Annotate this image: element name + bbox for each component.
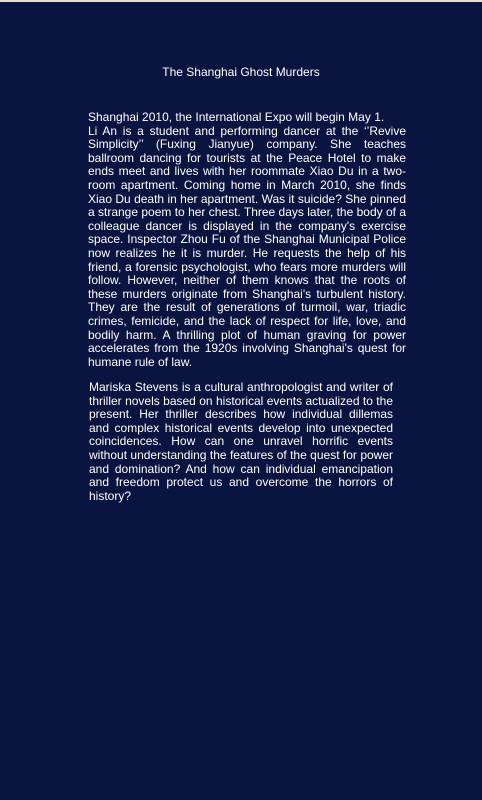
intro-line: Shanghai 2010, the International Expo will begin May 1. <box>88 110 385 124</box>
synopsis-text: Li An is a student and performing dancer at the ‘’Revive Simplicity’’ (Fuxing Jianyue) company. She teaches ballroom dancing for tourists at the Peace Hotel to make ends meet and lives with her roommate Xiao Du in a two-room apartment. Coming home in March 2010, she finds Xiao Du death in her apartment. Was it suicide? She pinned a strange poem to her chest. Three days later, the body of a colleague dancer is displayed in the company's exercise space. Inspector Zhou Fu of the Shanghai Municipal Police now realizes he it is murder. He requests the help of his friend, a forensic psychologist, who fears more murders will follow. However, neither of them knows that the roots of these murders originate from Shanghai's turbulent history. They are the result of generations of turmoil, war, triadic crimes, femicide, and the lack of respect for life, love, and bodily harm. A thrilling plot of human graving for power accelerates from the 1920s involving Shanghai's quest for humane rule of law. <box>88 123 406 369</box>
top-border <box>0 0 482 2</box>
author-bio-paragraph: Mariska Stevens is a cultural anthropologist and writer of thriller novels based on historical events actualized to the present. Her thriller describes how individual dillemas and complex historical events develop into unexpected coincidences. How can one unravel horrific events without understanding the features of the quest for power and domination? And how can individual emancipation and freedom protect us and overcome the horrors of history? <box>89 380 393 503</box>
synopsis-paragraph <box>88 111 406 369</box>
book-title: The Shanghai Ghost Murders <box>162 65 320 79</box>
